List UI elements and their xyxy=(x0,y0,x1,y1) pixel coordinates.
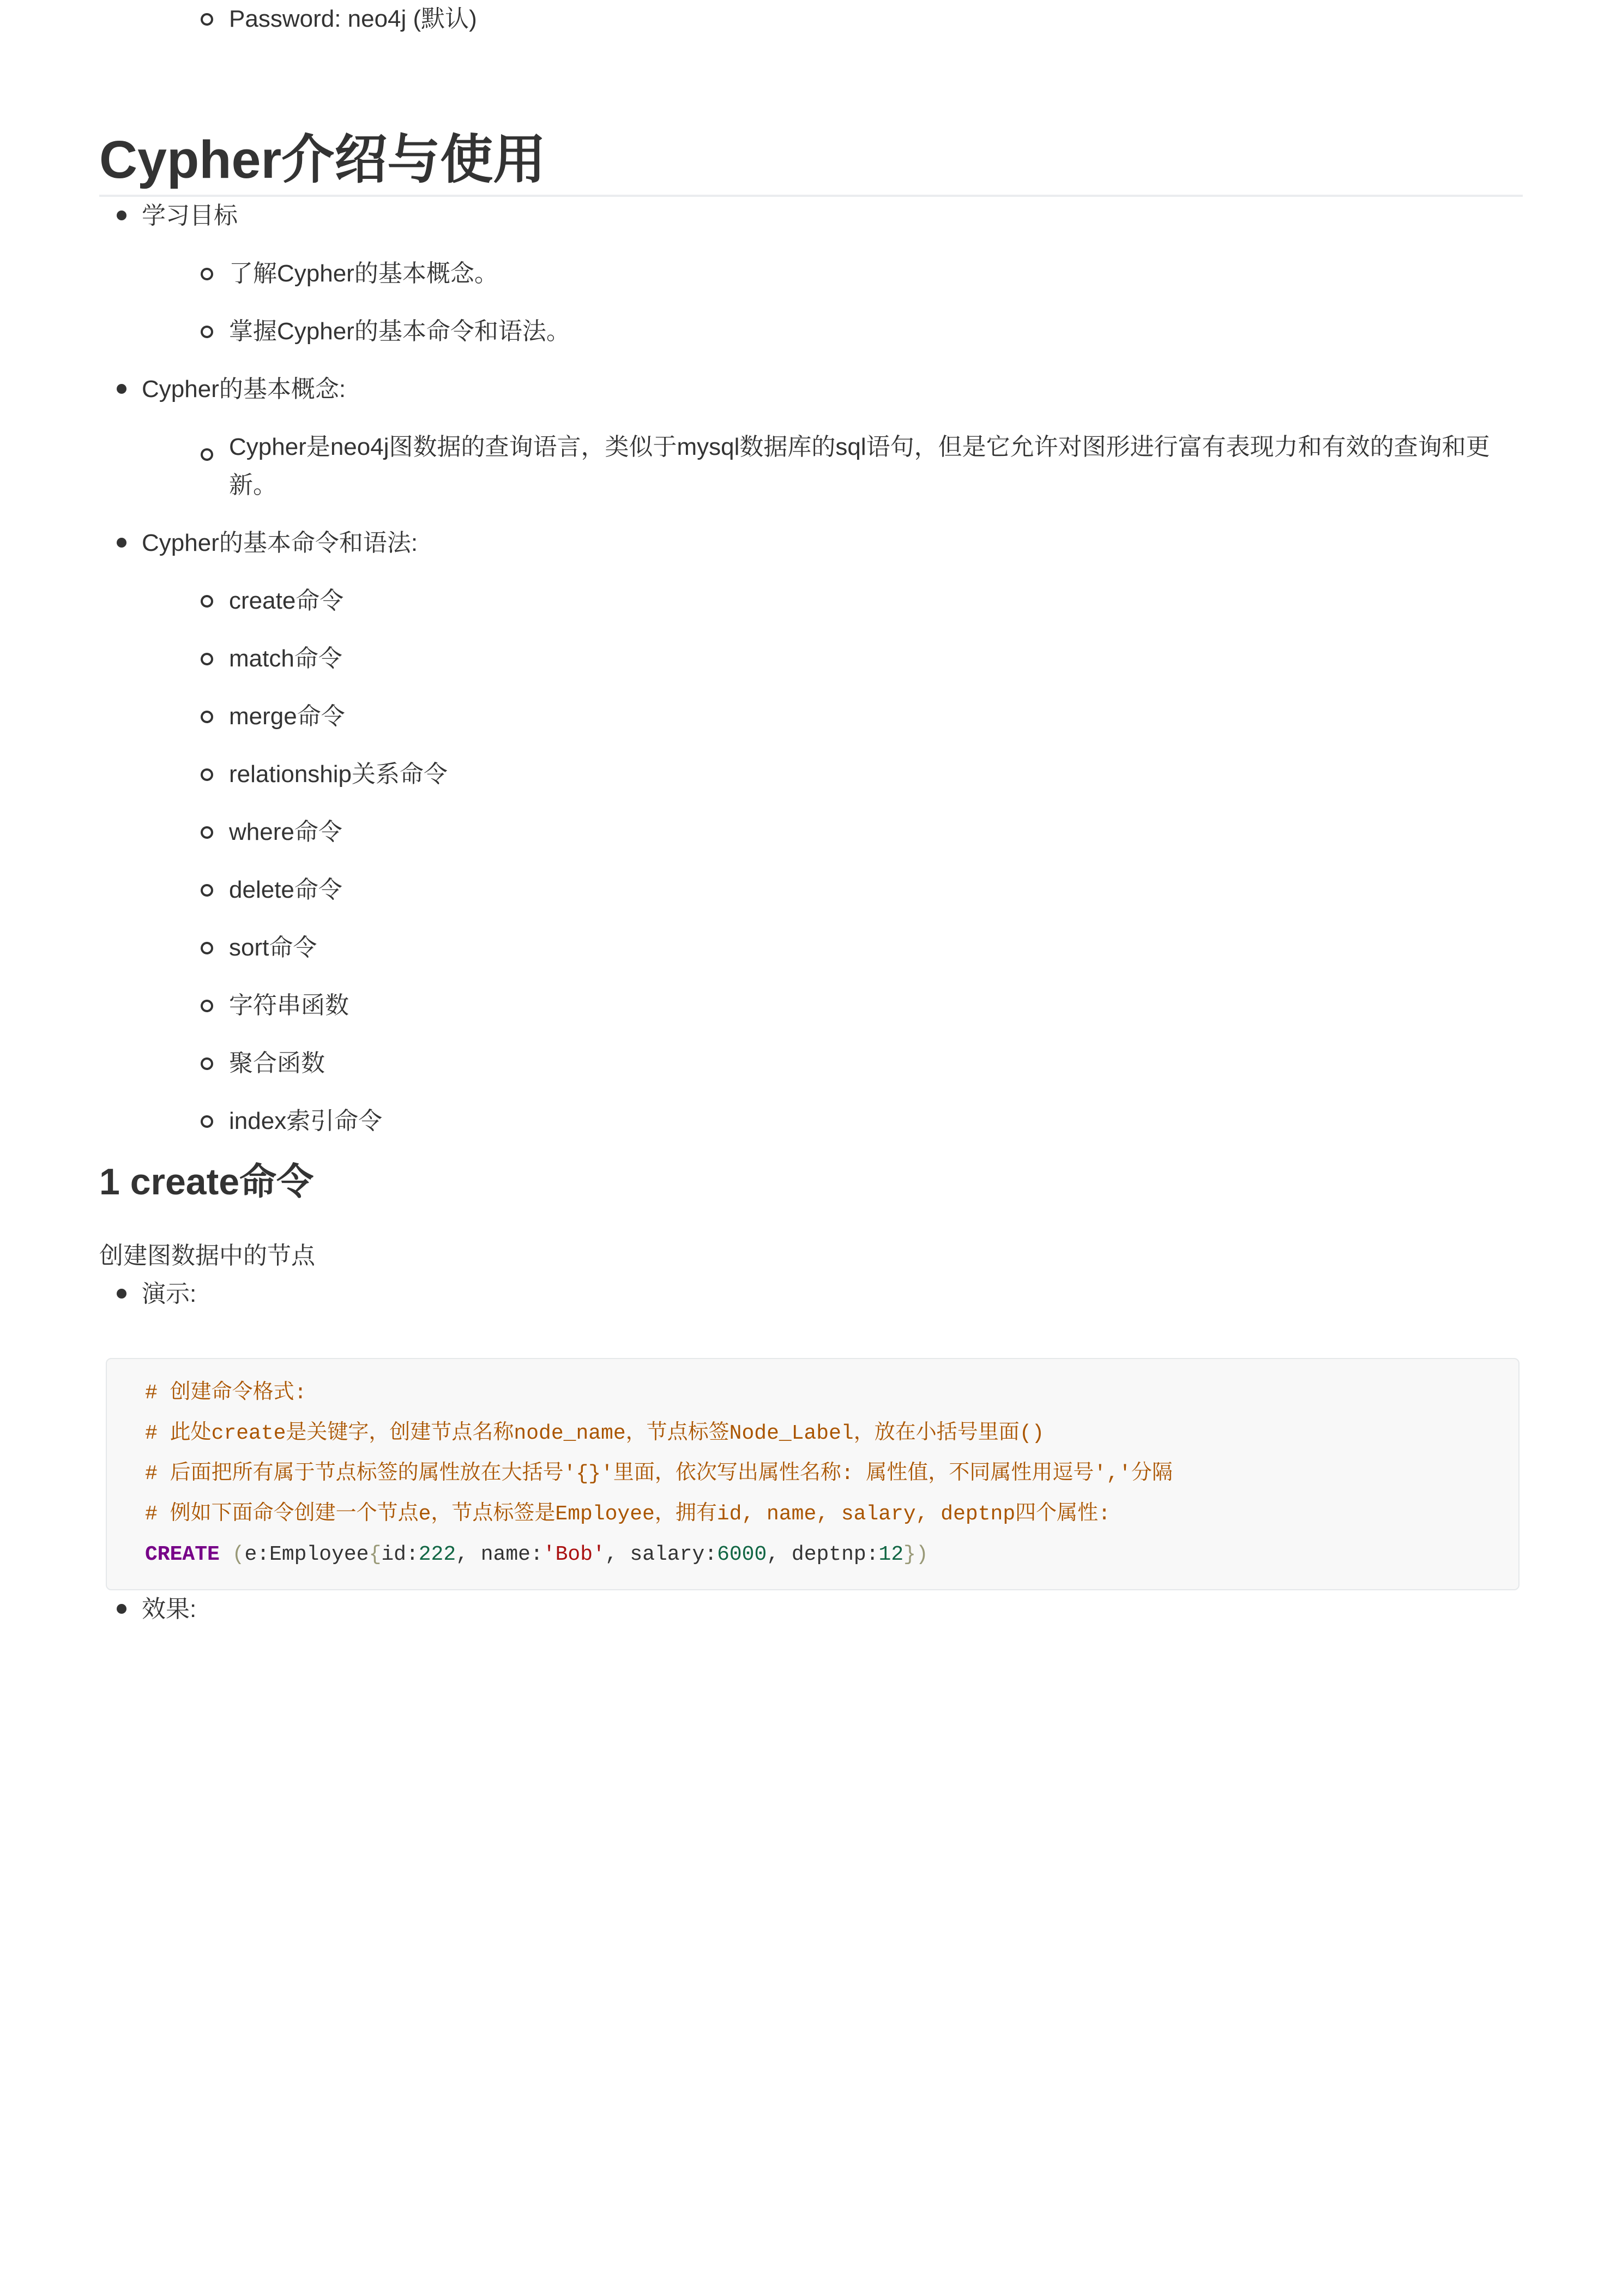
code-bracket: ( xyxy=(232,1543,245,1567)
list-item-concepts: Cypher的基本概念: xyxy=(99,370,1523,408)
section-intro-paragraph: 创建图数据中的节点 xyxy=(99,1242,315,1270)
code-comment-line: # 此处create是关键字，创建节点名称node_name，节点标签Node_Label，放在小括号里面() xyxy=(145,1422,1045,1446)
list-item-learning-goals: 学习目标 xyxy=(99,197,1523,235)
list-item: 了解Cypher的基本概念。 xyxy=(99,255,1523,293)
code-block xyxy=(106,1358,1520,1590)
list-item: sort命令 xyxy=(99,929,1523,967)
code-comment-line: # 创建命令格式: xyxy=(145,1381,307,1405)
code-number: 222 xyxy=(418,1543,456,1567)
list-item: 掌握Cypher的基本命令和语法。 xyxy=(99,312,1523,351)
code-number: 12 xyxy=(878,1543,904,1567)
list-item: index索引命令 xyxy=(99,1102,1523,1140)
content-list xyxy=(99,197,1523,1140)
list-item-commands: Cypher的基本命令和语法: xyxy=(99,524,1523,562)
section-heading: 1 create命令 xyxy=(99,1161,314,1203)
code-number: 6000 xyxy=(717,1543,767,1567)
code-comment-line: # 例如下面命令创建一个节点e，节点标签是Employee，拥有id, name, salary, deptnp四个属性: xyxy=(145,1502,1111,1526)
code-comment-line: # 后面把所有属于节点标签的属性放在大括号'{}'里面，依次写出属性名称: 属性值，不同属性用逗号','分隔 xyxy=(145,1462,1173,1486)
list-item-password: Password: neo4j (默认) xyxy=(99,0,1523,38)
page-title: Cypher介绍与使用 xyxy=(99,131,1523,197)
list-item: Cypher是neo4j图数据的查询语言，类似于mysql数据库的sql语句，但是它允许对图形进行富有表现力和有效的查询和更新。 xyxy=(99,428,1523,504)
list-item: match命令 xyxy=(99,640,1523,678)
list-item: where命令 xyxy=(99,813,1523,851)
code-bracket: }) xyxy=(903,1543,928,1567)
code-string: 'Bob' xyxy=(542,1543,605,1567)
list-item-effect: 效果: xyxy=(99,1590,1523,1628)
list-item: create命令 xyxy=(99,582,1523,620)
code-keyword: CREATE xyxy=(145,1543,220,1567)
code-text: e:Employee xyxy=(244,1543,369,1567)
code-text: , salary: xyxy=(605,1543,717,1567)
code-text: id: xyxy=(381,1543,419,1567)
demo-list xyxy=(99,1275,1523,1313)
code-text: , name: xyxy=(456,1543,543,1567)
list-item: delete命令 xyxy=(99,871,1523,909)
list-item: 字符串函数 xyxy=(99,987,1523,1025)
code-statement-line xyxy=(145,1535,1502,1575)
list-item-demo: 演示: xyxy=(99,1275,1523,1313)
code-bracket: { xyxy=(369,1543,382,1567)
code-text: , deptnp: xyxy=(767,1543,879,1567)
code-text xyxy=(220,1543,232,1566)
list-item: 聚合函数 xyxy=(99,1044,1523,1083)
intro-sublist xyxy=(99,0,1523,38)
effect-list xyxy=(99,1590,1523,1628)
list-item: merge命令 xyxy=(99,698,1523,736)
list-item: relationship关系命令 xyxy=(99,755,1523,794)
